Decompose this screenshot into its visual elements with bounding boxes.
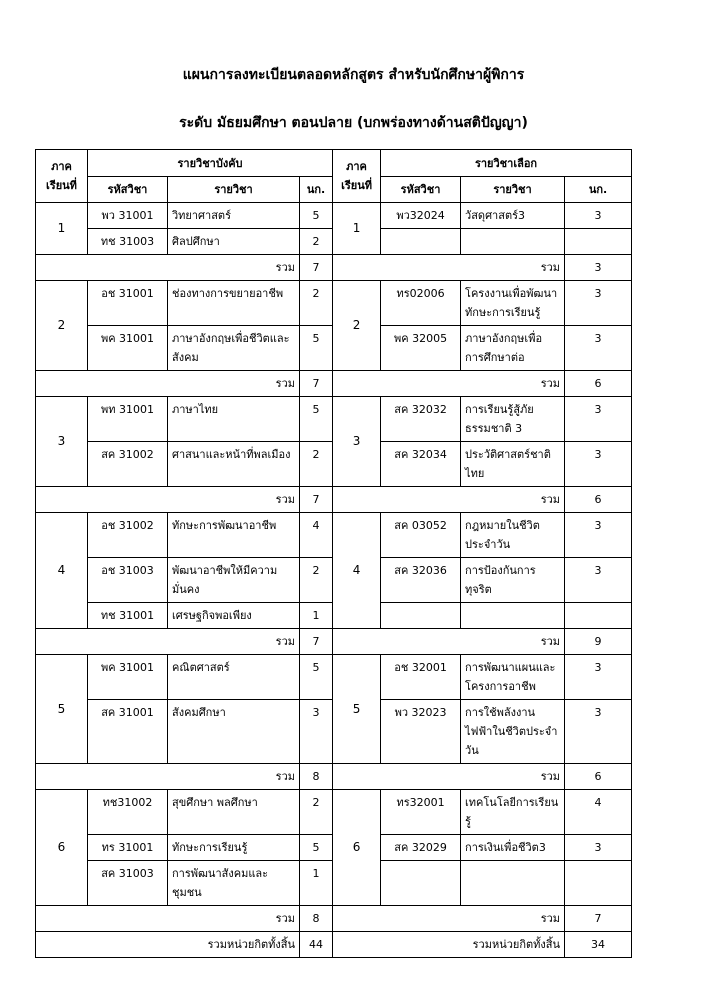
required-sum: 8	[300, 906, 333, 932]
elective-subject: การป้องกันการทุจริต	[461, 558, 565, 603]
semester-number: 1	[333, 203, 381, 255]
credits-header: นก.	[300, 177, 333, 203]
required-sum: 7	[300, 487, 333, 513]
required-total-label: รวมหน่วยกิตทั้งสิ้น	[36, 932, 300, 958]
semester-number: 4	[36, 513, 88, 629]
required-code: สค 31001	[88, 700, 168, 764]
semester-header-elective: ภาค เรียนที่	[333, 150, 381, 203]
elective-credits: 3	[565, 655, 632, 700]
required-subject: คณิตศาสตร์	[168, 655, 300, 700]
elective-credits: 3	[565, 513, 632, 558]
semester-sum-row	[36, 487, 632, 513]
table-row	[36, 655, 632, 700]
elective-code: ทร32001	[381, 790, 461, 835]
required-credits: 2	[300, 790, 333, 835]
elective-code: สค 32034	[381, 442, 461, 487]
required-subject: ทักษะการพัฒนาอาชีพ	[168, 513, 300, 558]
required-sum: 7	[300, 255, 333, 281]
required-subject: ช่องทางการขยายอาชีพ	[168, 281, 300, 326]
required-credits: 2	[300, 229, 333, 255]
table-row	[36, 790, 632, 835]
sum-label: รวม	[333, 629, 565, 655]
elective-subject: ภาษาอังกฤษเพื่อการศึกษาต่อ	[461, 326, 565, 371]
required-code: อช 31002	[88, 513, 168, 558]
elective-code	[381, 229, 461, 255]
required-credits: 3	[300, 700, 333, 764]
table-row	[36, 397, 632, 442]
code-header: รหัสวิชา	[88, 177, 168, 203]
elective-subject: วัสดุศาสตร์3	[461, 203, 565, 229]
semester-number: 6	[36, 790, 88, 906]
elective-credits	[565, 229, 632, 255]
elective-credits: 3	[565, 558, 632, 603]
elective-code	[381, 603, 461, 629]
semester-sum-row	[36, 371, 632, 397]
semester-number: 4	[333, 513, 381, 629]
required-subject: สังคมศึกษา	[168, 700, 300, 764]
semester-number: 1	[36, 203, 88, 255]
elective-code: ทร02006	[381, 281, 461, 326]
required-code: พท 31001	[88, 397, 168, 442]
code-header: รหัสวิชา	[381, 177, 461, 203]
elective-credits: 3	[565, 281, 632, 326]
elective-code	[381, 861, 461, 906]
elective-credits	[565, 603, 632, 629]
elective-subject: การเงินเพื่อชีวิต3	[461, 835, 565, 861]
semester-sum-row	[36, 906, 632, 932]
elective-subjects-header: รายวิชาเลือก	[381, 150, 632, 177]
required-credits: 5	[300, 397, 333, 442]
sum-label: รวม	[36, 906, 300, 932]
semester-header-required: ภาค เรียนที่	[36, 150, 88, 203]
required-code: สค 31003	[88, 861, 168, 906]
required-code: อช 31003	[88, 558, 168, 603]
table-row	[36, 203, 632, 229]
semester-sum-row	[36, 255, 632, 281]
elective-subject: เทคโนโลยีการเรียนรู้	[461, 790, 565, 835]
required-subject: ศาสนาและหน้าที่พลเมือง	[168, 442, 300, 487]
semester-number: 5	[333, 655, 381, 764]
page-subtitle: ระดับ มัธยมศึกษา ตอนปลาย (บกพร่องทางด้านสติปัญญา)	[179, 115, 528, 131]
credits-header: นก.	[565, 177, 632, 203]
required-sum: 7	[300, 371, 333, 397]
required-credits: 2	[300, 281, 333, 326]
required-code: พว 31001	[88, 203, 168, 229]
elective-subject	[461, 229, 565, 255]
elective-subject	[461, 603, 565, 629]
required-credits: 5	[300, 326, 333, 371]
required-code: ทร 31001	[88, 835, 168, 861]
elective-code: พค 32005	[381, 326, 461, 371]
table-row	[36, 513, 632, 558]
semester-number: 6	[333, 790, 381, 906]
elective-sum: 6	[565, 487, 632, 513]
required-code: ทช 31003	[88, 229, 168, 255]
required-credits: 2	[300, 558, 333, 603]
semester-sum-row	[36, 764, 632, 790]
required-credits: 1	[300, 861, 333, 906]
elective-credits: 3	[565, 700, 632, 764]
elective-sum: 7	[565, 906, 632, 932]
elective-sum: 9	[565, 629, 632, 655]
subject-header: รายวิชา	[168, 177, 300, 203]
semester-number: 2	[333, 281, 381, 371]
required-subject: การพัฒนาสังคมและชุมชน	[168, 861, 300, 906]
page-title: แผนการลงทะเบียนตลอดหลักสูตร สำหรับนักศึกษาผู้พิการ	[182, 67, 525, 83]
required-subject: วิทยาศาสตร์	[168, 203, 300, 229]
elective-code: พว 32023	[381, 700, 461, 764]
required-sum: 7	[300, 629, 333, 655]
required-subject: พัฒนาอาชีพให้มีความมั่นคง	[168, 558, 300, 603]
elective-total-label: รวมหน่วยกิตทั้งสิ้น	[333, 932, 565, 958]
semester-number: 3	[36, 397, 88, 487]
sum-label: รวม	[36, 487, 300, 513]
table-row	[36, 281, 632, 326]
elective-subject: กฎหมายในชีวิตประจำวัน	[461, 513, 565, 558]
elective-subject: การเรียนรู้สู้ภัยธรรมชาติ 3	[461, 397, 565, 442]
elective-subject: การใช้พลังงานไฟฟ้าในชีวิตประจำวัน	[461, 700, 565, 764]
required-credits: 5	[300, 835, 333, 861]
required-code: อช 31001	[88, 281, 168, 326]
elective-credits: 4	[565, 790, 632, 835]
sum-label: รวม	[333, 255, 565, 281]
elective-credits: 3	[565, 835, 632, 861]
elective-code: อช 32001	[381, 655, 461, 700]
elective-code: สค 03052	[381, 513, 461, 558]
required-credits: 4	[300, 513, 333, 558]
required-code: สค 31002	[88, 442, 168, 487]
elective-credits: 3	[565, 326, 632, 371]
elective-sum: 6	[565, 764, 632, 790]
elective-credits: 3	[565, 397, 632, 442]
elective-code: สค 32029	[381, 835, 461, 861]
required-credits: 5	[300, 655, 333, 700]
elective-code: สค 32032	[381, 397, 461, 442]
sum-label: รวม	[36, 255, 300, 281]
required-subjects-header: รายวิชาบังคับ	[88, 150, 333, 177]
sum-label: รวม	[333, 371, 565, 397]
required-total-value: 44	[300, 932, 333, 958]
elective-sum: 3	[565, 255, 632, 281]
required-subject: ศิลปศึกษา	[168, 229, 300, 255]
required-subject: ภาษาไทย	[168, 397, 300, 442]
required-subject: ทักษะการเรียนรู้	[168, 835, 300, 861]
required-subject: ภาษาอังกฤษเพื่อชีวิตและสังคม	[168, 326, 300, 371]
sum-label: รวม	[333, 906, 565, 932]
required-subject: เศรษฐกิจพอเพียง	[168, 603, 300, 629]
sum-label: รวม	[36, 371, 300, 397]
required-credits: 2	[300, 442, 333, 487]
elective-credits: 3	[565, 203, 632, 229]
required-credits: 5	[300, 203, 333, 229]
elective-code: สค 32036	[381, 558, 461, 603]
elective-subject: การพัฒนาแผนและโครงการอาชีพ	[461, 655, 565, 700]
elective-total-value: 34	[565, 932, 632, 958]
semester-number: 2	[36, 281, 88, 371]
elective-subject	[461, 861, 565, 906]
required-code: พค 31001	[88, 655, 168, 700]
elective-subject: โครงงานเพื่อพัฒนาทักษะการเรียนรู้	[461, 281, 565, 326]
elective-credits	[565, 861, 632, 906]
semester-sum-row	[36, 629, 632, 655]
required-credits: 1	[300, 603, 333, 629]
elective-credits: 3	[565, 442, 632, 487]
elective-sum: 6	[565, 371, 632, 397]
required-sum: 8	[300, 764, 333, 790]
sum-label: รวม	[36, 764, 300, 790]
required-code: ทช31002	[88, 790, 168, 835]
semester-number: 5	[36, 655, 88, 764]
sum-label: รวม	[333, 487, 565, 513]
subject-header: รายวิชา	[461, 177, 565, 203]
elective-subject: ประวัติศาสตร์ชาติไทย	[461, 442, 565, 487]
registration-plan-table	[35, 149, 632, 958]
required-subject: สุขศึกษา พลศึกษา	[168, 790, 300, 835]
elective-code: พว32024	[381, 203, 461, 229]
sum-label: รวม	[333, 764, 565, 790]
semester-number: 3	[333, 397, 381, 487]
required-code: ทช 31001	[88, 603, 168, 629]
sum-label: รวม	[36, 629, 300, 655]
required-code: พค 31001	[88, 326, 168, 371]
